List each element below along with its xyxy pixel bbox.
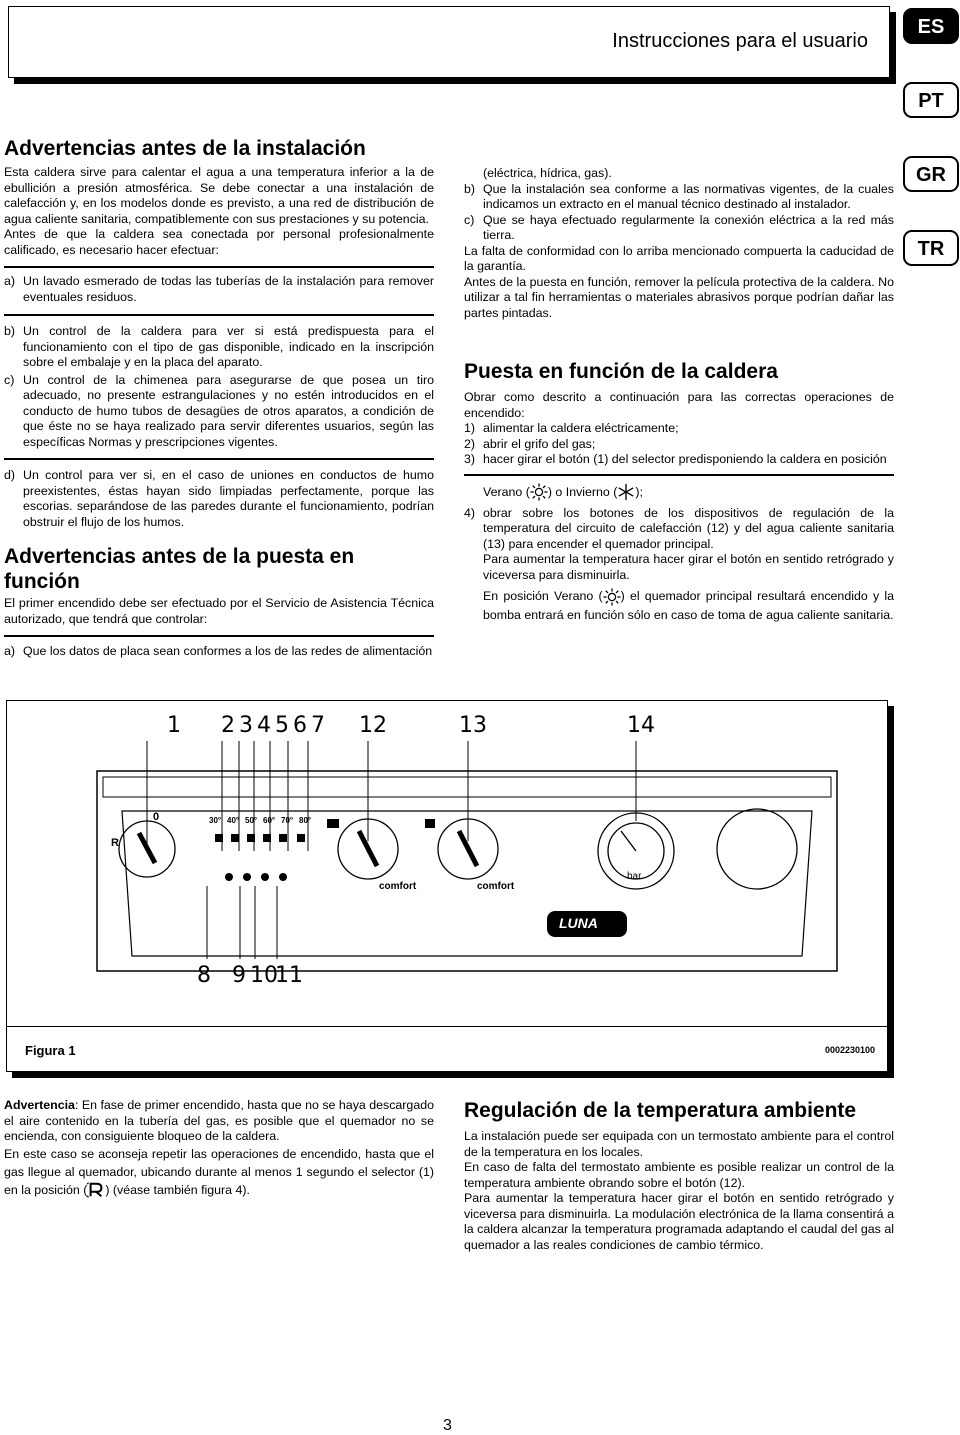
paragraph: Antes de que la caldera sea conectada por personal profesionalmente calificado, es necesario hacer efectuar: bbox=[4, 227, 434, 257]
callout-9: 9 bbox=[232, 963, 246, 988]
paragraph: En caso de falta del termostato ambiente es posible realizar un control de la temperatura ambiente obrando sobre el botón (12). bbox=[464, 1160, 894, 1190]
boiler-control-panel-drawing bbox=[7, 701, 887, 1071]
callout-4: 4 bbox=[257, 713, 271, 738]
callout-6: 6 bbox=[293, 713, 307, 738]
divider bbox=[464, 474, 894, 476]
paragraph: El primer encendido debe ser efectuado por el Servicio de Asistencia Técnica autorizado, que tendrá que controlar: bbox=[4, 596, 434, 626]
paragraph: Obrar como descrito a continuación para las correctas operaciones de encendido: bbox=[464, 390, 894, 420]
ambient-temperature-section bbox=[464, 1098, 894, 1253]
sun-icon bbox=[603, 588, 621, 606]
callout-8: 8 bbox=[197, 963, 211, 988]
right-column bbox=[464, 166, 894, 625]
paragraph: En este caso se aconseja repetir las operaciones de encendido, hasta que el gas llegue al quemador, ubicando durante al menos 1 segundo el selector (1) en la posición ( ) (véase también figura 4). bbox=[4, 1145, 434, 1200]
knob-label-comfort: comfort bbox=[477, 881, 515, 892]
paragraph: Advertencia: En fase de primer encendido, hasta que no se haya descargado el aire contenido en la tubería del gas, es posible que el quemador no se encienda, con consiguiente bloqueo de la caldera. bbox=[4, 1098, 434, 1143]
snowflake-icon bbox=[617, 483, 635, 501]
language-tab-tr[interactable]: TR bbox=[903, 230, 959, 266]
list-item: c) Un control de la chimenea para asegurarse de que posea un tiro adecuado, no presente estrangulaciones y no estén introducidos en el conducto de humo tubos de desagües de otros aparatos, a condición de que éste no se haya realizado para servir diferentes usuarios, según las específicas Normas y prescripciones vigentes. bbox=[4, 372, 434, 449]
list-item: c) Que se haya efectuado regularmente la conexión eléctrica a la red más tierra. bbox=[464, 212, 894, 242]
temp-label: 50° bbox=[245, 816, 258, 825]
list-item: 2) abrir el grifo del gas; bbox=[464, 436, 596, 451]
section-title-boiler-startup: Puesta en función de la caldera bbox=[464, 360, 778, 383]
divider bbox=[7, 1026, 887, 1027]
callout-5: 5 bbox=[275, 713, 289, 738]
temp-label: 30° bbox=[209, 816, 222, 825]
figure-code: 0002230100 bbox=[824, 1045, 875, 1055]
language-tab-gr[interactable]: GR bbox=[903, 156, 959, 192]
section-title-ambient-temperature: Regulación de la temperatura ambiente bbox=[464, 1099, 857, 1122]
page-title: Instrucciones para el usuario bbox=[612, 30, 868, 52]
callout-11: 11 bbox=[275, 963, 303, 988]
language-tab-es[interactable]: ES bbox=[903, 8, 959, 44]
paragraph: Para aumentar la temperatura hacer girar el botón en sentido retrógrado y viceversa para disminuirla. bbox=[483, 552, 894, 582]
list-item: d) Un control para ver si, en el caso de uniones en conductos de humo preexistentes, éstas hayan sido limpiadas perfectamente, porque las escorias. separándose de las paredes durante el funcionamiento, podrían obstruir el flujo de los humos. bbox=[4, 468, 434, 529]
divider bbox=[4, 314, 434, 316]
paragraph: Esta caldera sirve para calentar el agua a una temperatura inferior a la de ebullición a presión atmosférica. Se debe conectar a una instalación de calefacción y, en los modelos donde es previsto, a una red de distribución de agua caliente sanitaria, compatiblemente con sus prestaciones y su potencia. bbox=[4, 165, 434, 226]
list-item: 3) hacer girar el botón (1) del selector predisponiendo la caldera en posición bbox=[464, 452, 887, 466]
reset-r-icon bbox=[87, 1181, 105, 1199]
paragraph: (eléctrica, hídrica, gas). bbox=[483, 166, 612, 180]
paragraph: Para aumentar la temperatura hacer girar el botón en sentido retrógrado y viceversa para disminuirla. La modulación electrónica de la llama consentirá a la caldera alcanzar la temperatura programada adaptando el caudal del gas al quemador a las reales condiciones de cambio térmico. bbox=[464, 1191, 894, 1252]
knob-label-0: 0 bbox=[153, 811, 160, 823]
figure-1 bbox=[6, 700, 888, 1072]
paragraph: La falta de conformidad con lo arriba mencionado compuerta la caducidad de la garantía. bbox=[464, 243, 894, 273]
callout-2: 2 bbox=[221, 713, 235, 738]
temp-label: 70° bbox=[281, 816, 294, 825]
language-tab-pt[interactable]: PT bbox=[903, 82, 959, 118]
divider bbox=[4, 458, 434, 460]
paragraph: En posición Verano ( ) el quemador principal resultará encendido y la bomba entrará en función sólo en caso de toma de agua caliente sanitaria. bbox=[483, 589, 894, 622]
callout-10: 10 bbox=[250, 963, 278, 988]
callout-7: 7 bbox=[311, 713, 325, 738]
list-item: a) Un lavado esmerado de todas las tuberías de la instalación para remover eventuales residuos. bbox=[4, 274, 434, 304]
temp-label: 60° bbox=[263, 816, 276, 825]
callout-1: 1 bbox=[167, 713, 181, 738]
callout-14: 14 bbox=[627, 713, 655, 738]
knob-label-r: R bbox=[111, 837, 119, 849]
temp-label: 80° bbox=[299, 816, 312, 825]
section-title-installation-warnings: Advertencias antes de la instalación bbox=[4, 137, 366, 160]
paragraph: Antes de la puesta en función, remover la película protectiva de la caldera. No utilizar a tal fin herramientas o materiales abrasivos porque podrían dañar las partes pintadas. bbox=[464, 274, 894, 320]
list-item: 1) alimentar la caldera eléctricamente; bbox=[464, 421, 679, 435]
left-column bbox=[4, 136, 434, 660]
figure-caption: Figura 1 bbox=[25, 1043, 76, 1058]
divider bbox=[4, 635, 434, 637]
knob-label-comfort: comfort bbox=[379, 881, 417, 892]
divider bbox=[4, 266, 434, 268]
callout-12: 12 bbox=[359, 713, 387, 738]
callout-3: 3 bbox=[239, 713, 253, 738]
sun-icon bbox=[530, 483, 548, 501]
list-item: b) Que la instalación sea conforme a las normativas vigentes, de la cuales indicamos un extracto en el manual técnico destinado al instalador. bbox=[464, 181, 894, 211]
brand-logo: LUNA bbox=[559, 915, 598, 931]
summer-winter-line: Verano ( ) o Invierno ( ); bbox=[464, 482, 894, 502]
list-item: b) Un control de la caldera para ver si está predispuesta para el funcionamiento con el tipo de gas disponible, indicado en la inscripción sobre el embalaje y en la placa del aparato. bbox=[4, 324, 434, 369]
list-item: a) Que los datos de placa sean conformes a los de las redes de alimentación bbox=[4, 644, 433, 658]
temp-label: 40° bbox=[227, 816, 240, 825]
list-item: 4) obrar sobre los botones de los dispositivos de regulación de la temperatura del circuito de calefacción (12) y del agua caliente sanitaria (13) para encender el quemador principal. bbox=[464, 505, 894, 551]
callout-13: 13 bbox=[459, 713, 487, 738]
page-number: 3 bbox=[443, 1417, 452, 1434]
warning-block bbox=[4, 1098, 434, 1199]
paragraph: La instalación puede ser equipada con un termostato ambiente para el control de la temperatura en los locales. bbox=[464, 1129, 894, 1159]
gauge-label: bar bbox=[627, 871, 642, 882]
section-title-startup-warnings: Advertencias antes de la puesta en función bbox=[4, 545, 355, 593]
